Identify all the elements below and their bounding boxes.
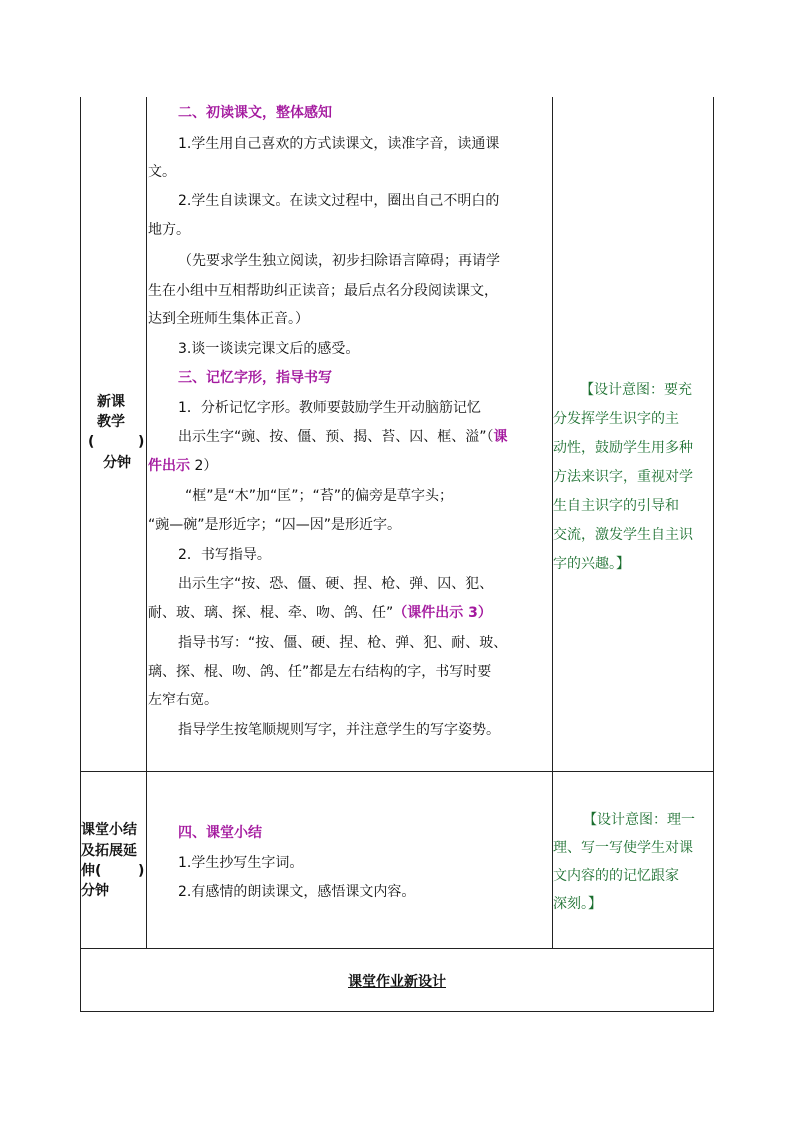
new-lesson-label-4: 分钟: [103, 455, 131, 471]
summary-label-3b: ): [138, 863, 145, 879]
design-intent-note: 分发挥学生识字的主: [553, 411, 679, 427]
new-lesson-label-open: (: [88, 434, 95, 450]
design-intent-note: 字的兴趣。】: [553, 556, 630, 572]
text-line: 2.有感情的朗读课文，感悟课文内容。: [178, 884, 416, 900]
new-lesson-label-close: ): [138, 434, 145, 450]
heading-first-reading: 二、初读课文，整体感知: [178, 105, 332, 121]
table-divider-label: [146, 97, 147, 949]
summary-label-2: 及拓展延: [81, 843, 137, 859]
design-intent-note: 理、写一写使学生对课: [553, 840, 693, 856]
design-intent-note: 深刻。】: [553, 896, 602, 912]
design-intent-note: 文内容的的记忆跟家: [553, 868, 679, 884]
text-line-characters-2: [148, 603, 554, 623]
homework-title: 课堂作业新设计: [348, 974, 446, 990]
table-border-right: [713, 97, 714, 1012]
table-border-bottom: [80, 1011, 714, 1012]
text-span: 出示生字“豌、按、僵、预、揭、苔、囚、框、溢”（: [178, 429, 494, 445]
text-line: 1.学生用自己喜欢的方式读课文，读准字音，读通课: [178, 136, 500, 152]
new-lesson-label-1: 新课: [97, 394, 125, 410]
summary-label-3a: 伸(: [81, 863, 102, 879]
design-intent-note: 动性，鼓励学生用多种: [553, 440, 693, 456]
summary-label-1: 课堂小结: [81, 822, 137, 838]
heading-class-summary: 四、课堂小结: [178, 825, 262, 841]
table-row-divider-2: [80, 948, 714, 949]
text-line: 达到全班师生集体正音。）: [148, 311, 309, 327]
text-line: 出示生字“按、恐、僵、硬、捏、枪、弹、囚、犯、: [178, 576, 494, 592]
text-line: 指导学生按笔顺规则写字，并注意学生的写字姿势。: [178, 722, 500, 738]
summary-label-4: 分钟: [81, 883, 109, 899]
heading-memorize-characters: 三、记忆字形，指导书写: [178, 370, 332, 386]
design-intent-note: 生自主识字的引导和: [553, 498, 679, 514]
design-intent-note: 方法来识字，重视对学: [553, 469, 693, 485]
text-line: （先要求学生独立阅读，初步扫除语言障碍；再请学: [178, 253, 500, 269]
text-line: 文。: [148, 164, 176, 180]
text-line: “框”是“木”加“匡”；“苔”的偏旁是草字头；: [185, 488, 454, 504]
text-line: 3.谈一谈读完课文后的感受。: [178, 341, 360, 357]
text-line: 左窄右宽。: [148, 692, 218, 708]
new-lesson-label-2: 教学: [97, 414, 125, 430]
text-line: 指导书写：“按、僵、硬、捏、枪、弹、犯、耐、玻、: [178, 635, 508, 651]
table-row-divider-1: [80, 771, 714, 772]
text-span: 耐、玻、璃、探、棍、牵、吻、鸽、任”: [148, 605, 394, 621]
text-line: 璃、探、棍、吻、鸽、任”都是左右结构的字，书写时要: [148, 664, 492, 680]
text-line: 2．书写指导。: [178, 547, 271, 563]
text-line-characters: [178, 427, 584, 447]
courseware-ref: 课: [493, 429, 508, 445]
text-line: 2.学生自读课文。在读文过程中，圈出自己不明白的: [178, 193, 500, 209]
text-span: 2）: [190, 458, 218, 474]
design-intent-note: 【设计意图：理一: [583, 812, 695, 828]
text-line: 1.学生抄写生字词。: [178, 855, 304, 871]
text-line: 地方。: [148, 222, 190, 238]
text-line: 1．分析记忆字形。教师要鼓励学生开动脑筋记忆: [178, 400, 481, 416]
courseware-ref: （课件出示 3）: [393, 605, 492, 621]
courseware-ref: 件出示: [148, 458, 190, 474]
text-line: 生在小组中互相帮助纠正读音；最后点名分段阅读课文，: [148, 283, 498, 299]
design-intent-note: 交流，激发学生自主识: [553, 527, 693, 543]
design-intent-note: 【设计意图：要充: [580, 382, 692, 398]
text-line: “豌—碗”是形近字；“囚—因”是形近字。: [148, 517, 402, 533]
text-line-courseware: [148, 456, 554, 476]
